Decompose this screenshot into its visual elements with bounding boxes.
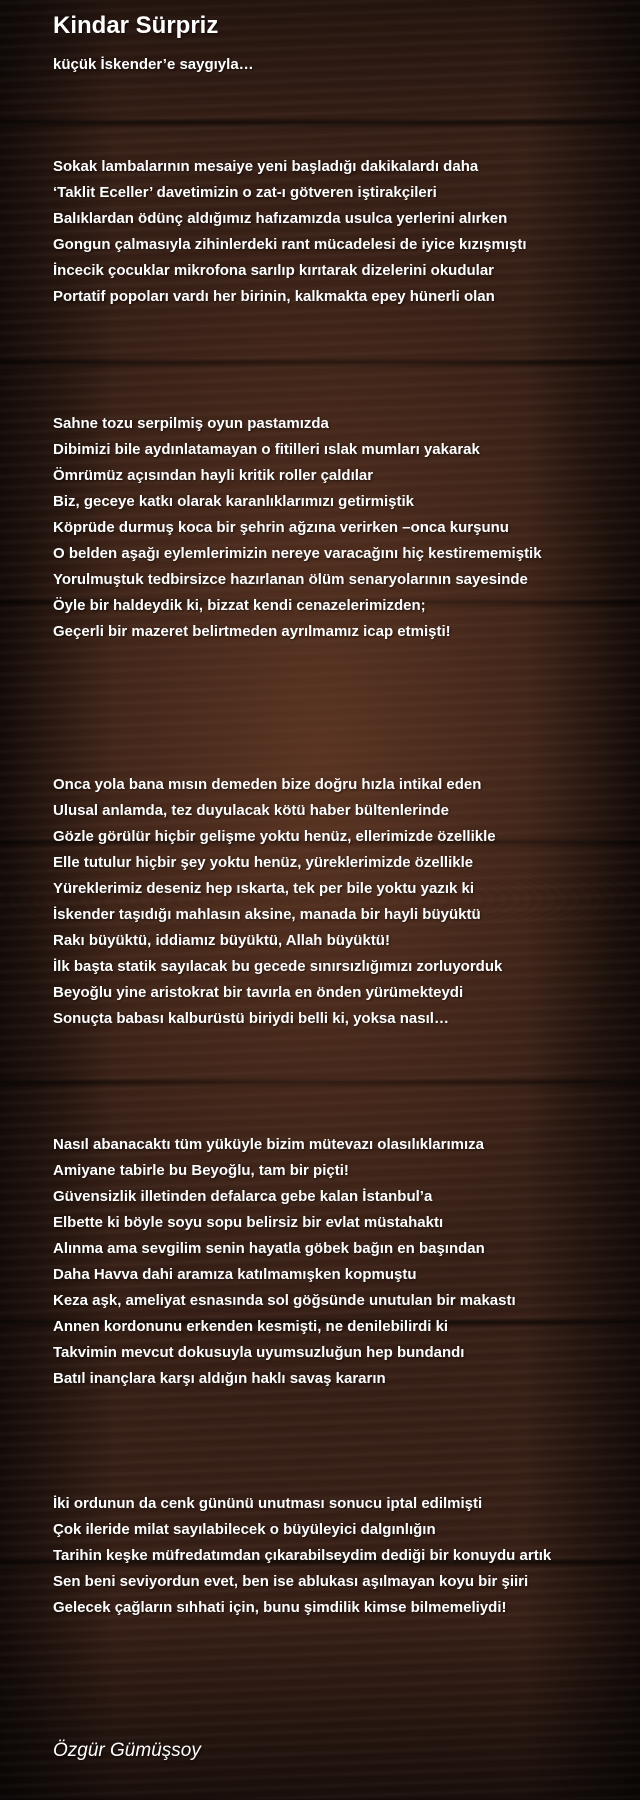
poem-line: Onca yola bana mısın demeden bize doğru hızla intikal eden (53, 776, 482, 793)
poem-line: Takvimin mevcut dokusuyla uyumsuzluğun hep bundandı (53, 1344, 465, 1361)
poem-line: İncecik çocuklar mikrofona sarılıp kırıtarak dizelerini okudular (53, 262, 494, 279)
poem-line: Yorulmuştuk tedbirsizce hazırlanan ölüm senaryolarının sayesinde (53, 571, 528, 588)
stanza-3 (53, 772, 638, 1032)
poem-line: Portatif popoları vardı her birinin, kalkmakta epey hünerli olan (53, 288, 495, 305)
poem-line: Köprüde durmuş koca bir şehrin ağzına verirken –onca kurşunu (53, 519, 509, 536)
poem-line: Ömrümüz açısından hayli kritik roller çaldılar (53, 467, 374, 484)
stanza-4 (53, 1132, 638, 1392)
poem-line: İskender taşıdığı mahlasın aksine, manada bir hayli büyüktü (53, 906, 481, 923)
poem-line: İki ordunun da cenk gününü unutması sonucu iptal edilmişti (53, 1495, 483, 1512)
poem-line: Güvensizlik illetinden defalarca gebe kalan İstanbul’a (53, 1188, 433, 1205)
poem-line: Ulusal anlamda, tez duyulacak kötü haber bültenlerinde (53, 802, 449, 819)
poem-line: Rakı büyüktü, iddiamız büyüktü, Allah büyüktü! (53, 932, 390, 949)
poem-line: Keza aşk, ameliyat esnasında sol göğsünde unutulan bir makastı (53, 1292, 516, 1309)
poem-line: Biz, geceye katkı olarak karanlıklarımızı getirmiştik (53, 493, 415, 510)
poem-author: Özgür Gümüşsoy (53, 1740, 201, 1761)
stanza-1 (53, 154, 638, 310)
poem-line: O belden aşağı eylemlerimizin nereye varacağını hiç kestirememiştik (53, 545, 542, 562)
poem-line: Elbette ki böyle soyu sopu belirsiz bir evlat müstahaktı (53, 1214, 444, 1231)
poem-line: Alınma ama sevgilim senin hayatla göbek bağın en başından (53, 1240, 485, 1257)
poem-line: Geçerli bir mazeret belirtmeden ayrılmamız icap etmişti! (53, 623, 451, 640)
poem-line: Sokak lambalarının mesaiye yeni başladığı dakikalardı daha (53, 158, 479, 175)
poem-line: Gongun çalmasıyla zihinlerdeki rant mücadelesi de iyice kızışmıştı (53, 236, 527, 253)
poem-line: Nasıl abanacaktı tüm yüküyle bizim mütevazı olasılıklarımıza (53, 1136, 485, 1153)
poem-line: Yüreklerimiz deseniz hep ıskarta, tek per bile yoktu yazık ki (53, 880, 475, 897)
poem-dedication: küçük İskender’e saygıyla… (53, 56, 254, 73)
poem-line: Batıl inançlara karşı aldığın haklı savaş kararın (53, 1370, 386, 1387)
poem-line: Sen beni seviyordun evet, ben ise ablukası aşılmayan koyu bir şiiri (53, 1573, 529, 1590)
poem-line: Beyoğlu yine aristokrat bir tavırla en önden yürümekteydi (53, 984, 464, 1001)
stanza-2 (53, 411, 638, 645)
poem-line: Daha Havva dahi aramıza katılmamışken kopmuştu (53, 1266, 417, 1283)
poem-line: Amiyane tabirle bu Beyoğlu, tam bir piçti! (53, 1162, 349, 1179)
poem-line: Tarihin keşke müfredatımdan çıkarabilseydim dediği bir konuydu artık (53, 1547, 552, 1564)
poem-line: Annen kordonunu erkenden kesmişti, ne denilebilirdi ki (53, 1318, 449, 1335)
poem-line: Elle tutulur hiçbir şey yoktu henüz, yüreklerimizde özellikle (53, 854, 474, 871)
poem-line: Sonuçta babası kalburüstü biriydi belli ki, yoksa nasıl… (53, 1010, 449, 1027)
stanza-5 (53, 1491, 638, 1621)
poem-line: Gözle görülür hiçbir gelişme yoktu henüz, ellerimizde özellikle (53, 828, 496, 845)
poem-line: Sahne tozu serpilmiş oyun pastamızda (53, 415, 329, 432)
poem-title: Kindar Sürpriz (53, 12, 219, 39)
poem-line: Balıklardan ödünç aldığımız hafızamızda usulca yerlerini alırken (53, 210, 508, 227)
poem-line: Dibimizi bile aydınlatamayan o fitilleri ıslak mumları yakarak (53, 441, 480, 458)
poem-line: Öyle bir haldeydik ki, bizzat kendi cenazelerimizden; (53, 597, 426, 614)
poem-line: Çok ileride milat sayılabilecek o büyüleyici dalgınlığın (53, 1521, 436, 1538)
poem-line: İlk başta statik sayılacak bu gecede sınırsızlığımızı zorluyorduk (53, 958, 503, 975)
poem-line: ‘Taklit Eceller’ davetimizin o zat-ı götveren iştirakçileri (53, 184, 437, 201)
poem-line: Gelecek çağların sıhhati için, bunu şimdilik kimse bilmemeliydi! (53, 1599, 507, 1616)
